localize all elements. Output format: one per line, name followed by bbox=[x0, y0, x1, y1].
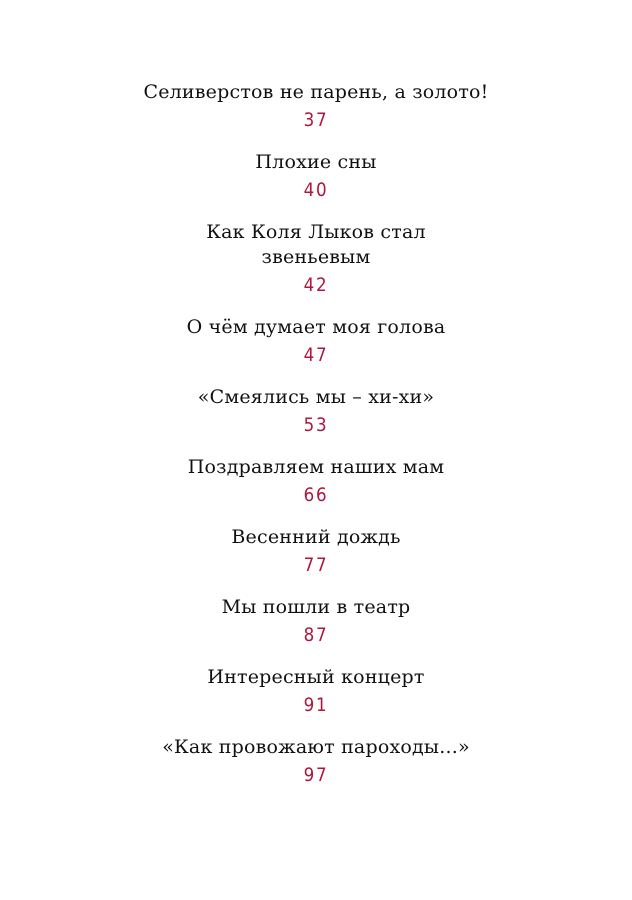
toc-entry-page-number: 53 bbox=[303, 414, 329, 436]
toc-entry-title: «Смеялись мы – хи-хи» bbox=[197, 386, 435, 408]
toc-entry-title: Селиверстов не парень, а золото! bbox=[143, 81, 489, 103]
toc-entry[interactable] bbox=[0, 315, 632, 368]
table-of-contents bbox=[0, 80, 632, 788]
toc-entry[interactable] bbox=[0, 220, 632, 298]
toc-entry-page-number: 87 bbox=[303, 624, 329, 646]
toc-entry-page-number: 77 bbox=[303, 554, 329, 576]
toc-entry-page-number: 42 bbox=[303, 274, 329, 296]
toc-entry-page-number: 91 bbox=[303, 694, 329, 716]
toc-entry-page-number: 47 bbox=[303, 344, 329, 366]
toc-entry-page-number: 40 bbox=[303, 179, 329, 201]
toc-entry-title: Интересный концерт bbox=[207, 666, 425, 688]
toc-entry[interactable] bbox=[0, 525, 632, 578]
toc-entry[interactable] bbox=[0, 735, 632, 788]
toc-entry[interactable] bbox=[0, 595, 632, 648]
toc-entry[interactable] bbox=[0, 80, 632, 133]
toc-entry-title: Как Коля Лыков стал звеньевым bbox=[206, 221, 426, 268]
toc-entry-page-number: 66 bbox=[303, 484, 329, 506]
toc-entry[interactable] bbox=[0, 665, 632, 718]
toc-entry-title: Весенний дождь bbox=[231, 526, 401, 548]
toc-entry-title: Мы пошли в театр bbox=[221, 596, 411, 618]
toc-entry[interactable] bbox=[0, 455, 632, 508]
toc-entry-title: «Как провожают пароходы...» bbox=[162, 736, 470, 758]
toc-entry-title: Плохие сны bbox=[255, 151, 377, 173]
toc-entry-page-number: 37 bbox=[303, 109, 329, 131]
toc-entry[interactable] bbox=[0, 385, 632, 438]
toc-entry[interactable] bbox=[0, 150, 632, 203]
toc-entry-page-number: 97 bbox=[303, 764, 329, 786]
toc-entry-title: О чём думает моя голова bbox=[186, 316, 446, 338]
toc-entry-title: Поздравляем наших мам bbox=[187, 456, 445, 478]
